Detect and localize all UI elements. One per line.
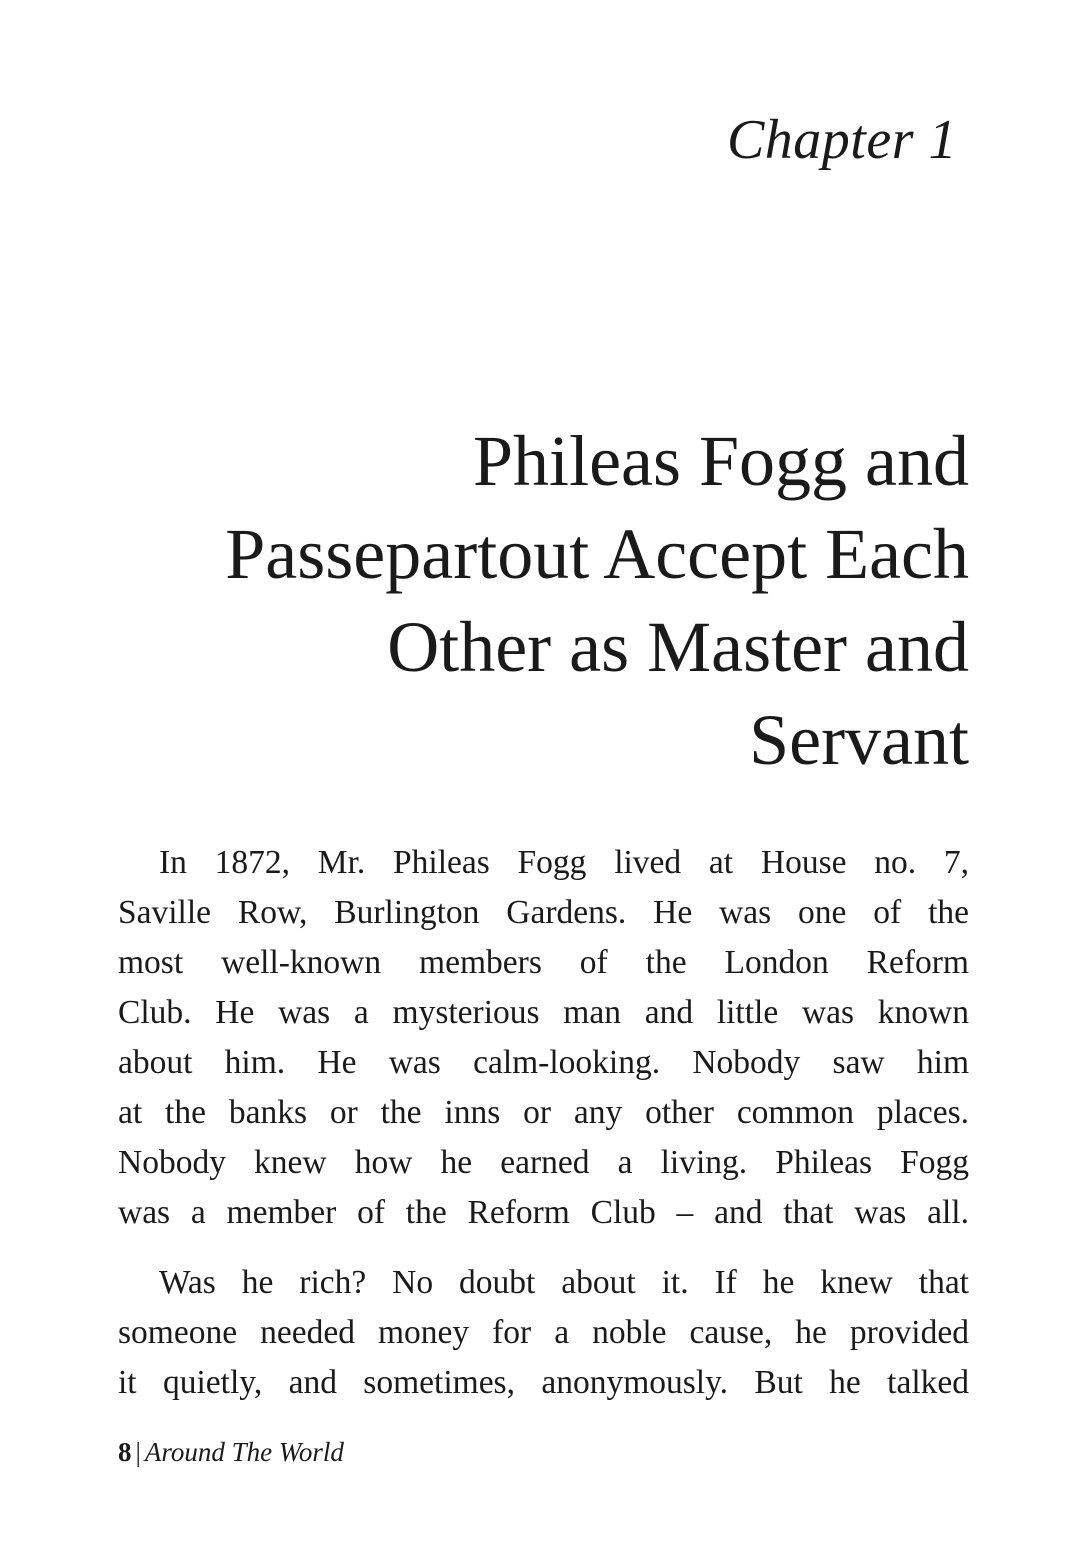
paragraph-1 — [118, 838, 969, 1238]
chapter-title-line: Phileas Fogg and — [473, 421, 969, 501]
footer-separator: | — [135, 1437, 141, 1467]
text-line: was a member of the Reform Club – and that was all. — [118, 1194, 969, 1231]
page-number: 8 — [118, 1437, 132, 1467]
chapter-title — [109, 415, 969, 787]
chapter-title-line: Servant — [749, 700, 969, 780]
text-line: Was he rich? No doubt about it. If he knew that — [159, 1264, 969, 1301]
chapter-title-line: Passepartout Accept Each — [225, 514, 969, 594]
text-line: most well-known members of the London Reform — [118, 944, 969, 981]
text-line: someone needed money for a noble cause, he provided — [118, 1314, 969, 1351]
text-line: Club. He was a mysterious man and little was known — [118, 994, 969, 1031]
text-line: Saville Row, Burlington Gardens. He was one of the — [118, 894, 969, 931]
text-line: about him. He was calm-looking. Nobody saw him — [118, 1044, 969, 1081]
paragraph-2 — [118, 1258, 969, 1408]
text-line: Nobody knew how he earned a living. Phileas Fogg — [118, 1144, 969, 1181]
text-line: In 1872, Mr. Phileas Fogg lived at House no. 7, — [159, 844, 969, 881]
text-line: it quietly, and sometimes, anonymously. But he talked — [118, 1364, 969, 1401]
chapter-title-line: Other as Master and — [387, 607, 969, 687]
body-text — [118, 838, 969, 1408]
running-title: Around The World — [144, 1437, 344, 1467]
chapter-label: Chapter 1 — [726, 109, 957, 171]
text-line: at the banks or the inns or any other common places. — [118, 1094, 969, 1131]
page-footer — [118, 1432, 344, 1472]
